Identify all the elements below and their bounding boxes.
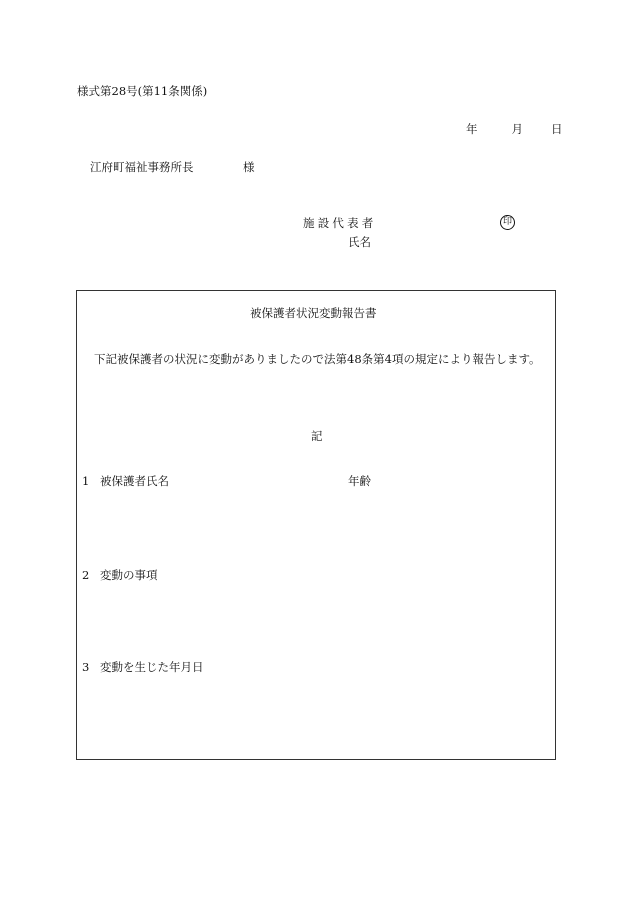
addressee-honorific: 様 bbox=[243, 160, 255, 174]
report-title: 被保護者状況変動報告書 bbox=[250, 306, 377, 320]
date-month-label: 月 bbox=[511, 122, 523, 136]
representative-name-label: 氏名 bbox=[348, 235, 371, 249]
item-number-1: 1 bbox=[82, 474, 90, 488]
date-year-label: 年 bbox=[466, 122, 478, 136]
date-line bbox=[466, 124, 563, 136]
item-number-3: 3 bbox=[82, 660, 90, 674]
representative-label: 施設代表者 bbox=[303, 216, 377, 230]
item-label-change-matter: 変動の事項 bbox=[100, 568, 158, 582]
seal-mark-icon: 印 bbox=[500, 215, 515, 230]
addressee-name: 江府町福祉事務所長 bbox=[90, 160, 194, 174]
date-day-label: 日 bbox=[551, 122, 563, 136]
age-label: 年齢 bbox=[348, 474, 371, 488]
item-number-2: 2 bbox=[82, 568, 90, 582]
form-number: 様式第28号(第11条関係) bbox=[77, 84, 208, 98]
item-label-recipient-name: 被保護者氏名 bbox=[100, 474, 169, 488]
ki-heading: 記 bbox=[311, 429, 323, 443]
item-label-change-date: 変動を生じた年月日 bbox=[100, 660, 204, 674]
report-body-text: 下記被保護者の状況に変動がありましたので法第48条第4項の規定により報告します。 bbox=[94, 352, 541, 366]
